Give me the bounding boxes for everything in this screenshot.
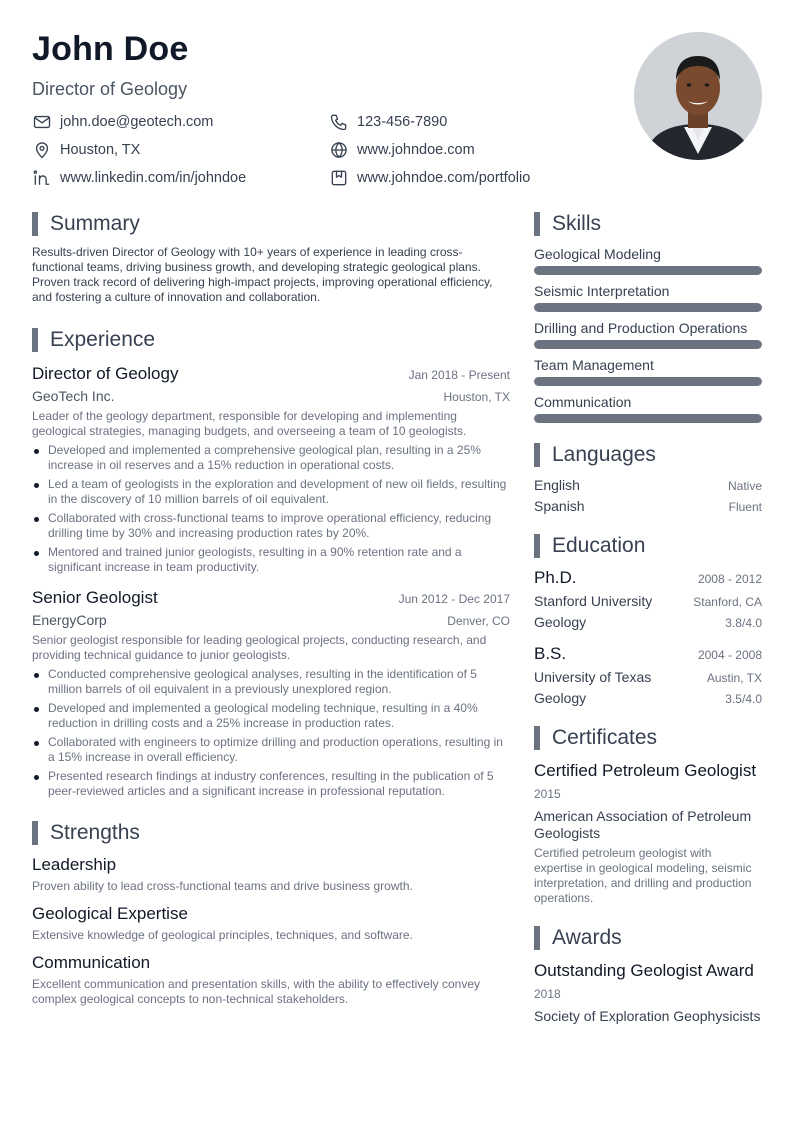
contact-portfolio-text: www.johndoe.com/portfolio — [357, 170, 531, 186]
job-dates: Jun 2012 - Dec 2017 — [398, 592, 510, 606]
awards-heading-text: Awards — [552, 926, 622, 949]
job-company: EnergyCorp — [32, 612, 107, 628]
skill-level-bar — [534, 414, 762, 423]
education-gpa: 3.8/4.0 — [725, 616, 762, 630]
education-years: 2004 - 2008 — [697, 648, 762, 662]
skill-name: Drilling and Production Operations — [534, 320, 748, 336]
education-location: Austin, TX — [706, 671, 762, 685]
education-field: Geology — [534, 614, 587, 630]
certificates-heading-text: Certificates — [552, 726, 658, 749]
skill-level-fill — [534, 303, 762, 312]
certificate-title: Certified Petroleum Geologist — [534, 761, 757, 780]
contact-phone[interactable] — [329, 112, 592, 132]
heading-accent-bar — [32, 821, 38, 845]
skill-level-fill — [534, 266, 762, 275]
skill-name: Communication — [534, 394, 632, 410]
skill-level-fill — [534, 377, 762, 386]
strengths-heading — [32, 821, 510, 845]
contact-website-text: www.johndoe.com — [357, 142, 475, 158]
left-column — [32, 212, 510, 1007]
heading-accent-bar — [534, 534, 540, 558]
job-title: Director of Geology — [32, 364, 179, 383]
strength-title: Leadership — [32, 855, 117, 874]
skill-level-bar — [534, 377, 762, 386]
skill-level-bar — [534, 340, 762, 349]
profile-photo — [634, 32, 762, 160]
education-entry — [534, 644, 762, 706]
language-item — [534, 477, 762, 493]
job-bullet: Presented research findings at industry conferences, resulting in the publication of 5 peer-reviewed articles and a significant increase in professional reputation. — [32, 769, 510, 799]
right-column — [534, 212, 762, 1025]
skill-item — [534, 357, 762, 386]
job-bullet: Mentored and trained junior geologists, resulting in a 90% retention rate and a significant increase in team productivity. — [32, 545, 510, 575]
heading-accent-bar — [32, 212, 38, 236]
education-field: Geology — [534, 690, 587, 706]
education-gpa: 3.5/4.0 — [725, 692, 762, 706]
language-name: English — [534, 477, 580, 493]
job-description: Senior geologist responsible for leading geological projects, conducting research, and providing technical guidance to junior geologists. — [32, 633, 487, 662]
contact-email-text: john.doe@geotech.com — [60, 114, 214, 130]
strength-item — [32, 904, 510, 943]
linkedin-icon — [32, 168, 52, 188]
contact-portfolio[interactable] — [329, 168, 592, 188]
certificate-year: 2015 — [534, 787, 561, 801]
languages-heading-text: Languages — [552, 443, 656, 466]
phone-icon — [329, 112, 349, 132]
contact-phone-text: 123-456-7890 — [357, 114, 448, 130]
strength-description: Extensive knowledge of geological principles, techniques, and software. — [32, 928, 413, 942]
job-location: Houston, TX — [443, 390, 510, 404]
education-years: 2008 - 2012 — [697, 572, 762, 586]
education-location: Stanford, CA — [693, 595, 762, 609]
strength-description: Proven ability to lead cross-functional teams and drive business growth. — [32, 879, 413, 893]
award-year: 2018 — [534, 987, 561, 1001]
contact-website[interactable] — [329, 140, 592, 160]
job-description: Leader of the geology department, responsible for developing and implementing geological strategies, managing budgets, and overseeing a team of 10 geologists. — [32, 409, 467, 438]
education-entry — [534, 568, 762, 630]
education-school: Stanford University — [534, 593, 653, 609]
bookmark-icon — [329, 168, 349, 188]
job-bullet: Conducted comprehensive geological analyses, resulting in the identification of 5 million barrels of oil equivalent in a previously unexplored region. — [32, 667, 510, 697]
summary-heading-text: Summary — [50, 212, 140, 235]
contact-list — [32, 112, 592, 188]
skill-level-fill — [534, 340, 762, 349]
job-bullet: Collaborated with cross-functional teams to improve operational efficiency, reducing drilling time by 30% and increasing production rates by 20%. — [32, 511, 510, 541]
contact-location-text: Houston, TX — [60, 142, 141, 158]
award-issuer: Society of Exploration Geophysicists — [534, 1008, 761, 1024]
heading-accent-bar — [32, 328, 38, 352]
awards-heading — [534, 926, 762, 950]
heading-accent-bar — [534, 443, 540, 467]
skill-level-bar — [534, 266, 762, 275]
skill-name: Team Management — [534, 357, 654, 373]
skill-item — [534, 246, 762, 275]
strength-item — [32, 855, 510, 894]
job-dates: Jan 2018 - Present — [408, 368, 510, 382]
experience-heading-text: Experience — [50, 328, 156, 351]
contact-linkedin[interactable] — [32, 168, 329, 188]
summary-text: Results-driven Director of Geology with 10+ years of experience in leading cross-functional teams, driving business growth, and developing strategic geological plans. Proven track record of delivering high-impact projects, improving operational efficiency, and fostering a culture of innovation and collaboration. — [32, 245, 493, 304]
job-entry — [32, 588, 510, 799]
candidate-role: Director of Geology — [32, 79, 188, 99]
job-bullet: Collaborated with engineers to optimize drilling and production operations, resulting in a 15% increase in overall efficiency. — [32, 735, 510, 765]
language-level: Fluent — [728, 500, 762, 514]
mail-icon — [32, 112, 52, 132]
skills-heading-text: Skills — [552, 212, 602, 235]
certificate-description: Certified petroleum geologist with expertise in geological modeling, seismic interpretation, and drilling and production operations. — [534, 846, 752, 905]
job-location: Denver, CO — [447, 614, 510, 628]
summary-heading — [32, 212, 510, 236]
heading-accent-bar — [534, 212, 540, 236]
certificate-issuer: American Association of Petroleum Geologists — [534, 808, 752, 841]
skill-name: Seismic Interpretation — [534, 283, 670, 299]
map-pin-icon — [32, 140, 52, 160]
strength-description: Excellent communication and presentation skills, with the ability to effectively convey complex geological concepts to non-technical stakeholders. — [32, 977, 481, 1006]
job-bullet: Led a team of geologists in the exploration and development of new oil fields, resulting in the discovery of 10 million barrels of oil equivalent. — [32, 477, 510, 507]
heading-accent-bar — [534, 726, 540, 750]
certificates-heading — [534, 726, 762, 750]
job-bullet: Developed and implemented a comprehensive geological plan, resulting in a 25% increase in oil reserves and a 15% reduction in operational costs. — [32, 443, 510, 473]
skills-heading — [534, 212, 762, 236]
heading-accent-bar — [534, 926, 540, 950]
languages-heading — [534, 443, 762, 467]
education-heading — [534, 534, 762, 558]
skill-name: Geological Modeling — [534, 246, 661, 262]
skill-level-fill — [534, 414, 762, 423]
language-level: Native — [727, 479, 762, 493]
strength-item — [32, 953, 510, 1007]
candidate-name: John Doe — [32, 30, 189, 68]
skill-level-bar — [534, 303, 762, 312]
skill-item — [534, 283, 762, 312]
contact-email[interactable] — [32, 112, 329, 132]
strengths-heading-text: Strengths — [50, 821, 140, 844]
contact-location — [32, 140, 329, 160]
experience-heading — [32, 328, 510, 352]
education-degree: B.S. — [534, 644, 567, 663]
contact-linkedin-text: www.linkedin.com/in/johndoe — [60, 170, 247, 186]
award-title: Outstanding Geologist Award — [534, 961, 754, 980]
skill-item — [534, 394, 762, 423]
skill-item — [534, 320, 762, 349]
education-school: University of Texas — [534, 669, 652, 685]
education-degree: Ph.D. — [534, 568, 577, 587]
job-entry — [32, 364, 510, 575]
job-bullets — [32, 443, 510, 575]
globe-icon — [329, 140, 349, 160]
language-name: Spanish — [534, 498, 585, 514]
education-heading-text: Education — [552, 534, 646, 557]
job-bullets — [32, 667, 510, 799]
language-item — [534, 498, 762, 514]
job-bullet: Developed and implemented a geological modeling technique, resulting in a 40% reduction in drilling costs and a 25% increase in production rates. — [32, 701, 510, 731]
job-title: Senior Geologist — [32, 588, 158, 607]
job-company: GeoTech Inc. — [32, 388, 115, 404]
strength-title: Communication — [32, 953, 151, 972]
strength-title: Geological Expertise — [32, 904, 188, 923]
